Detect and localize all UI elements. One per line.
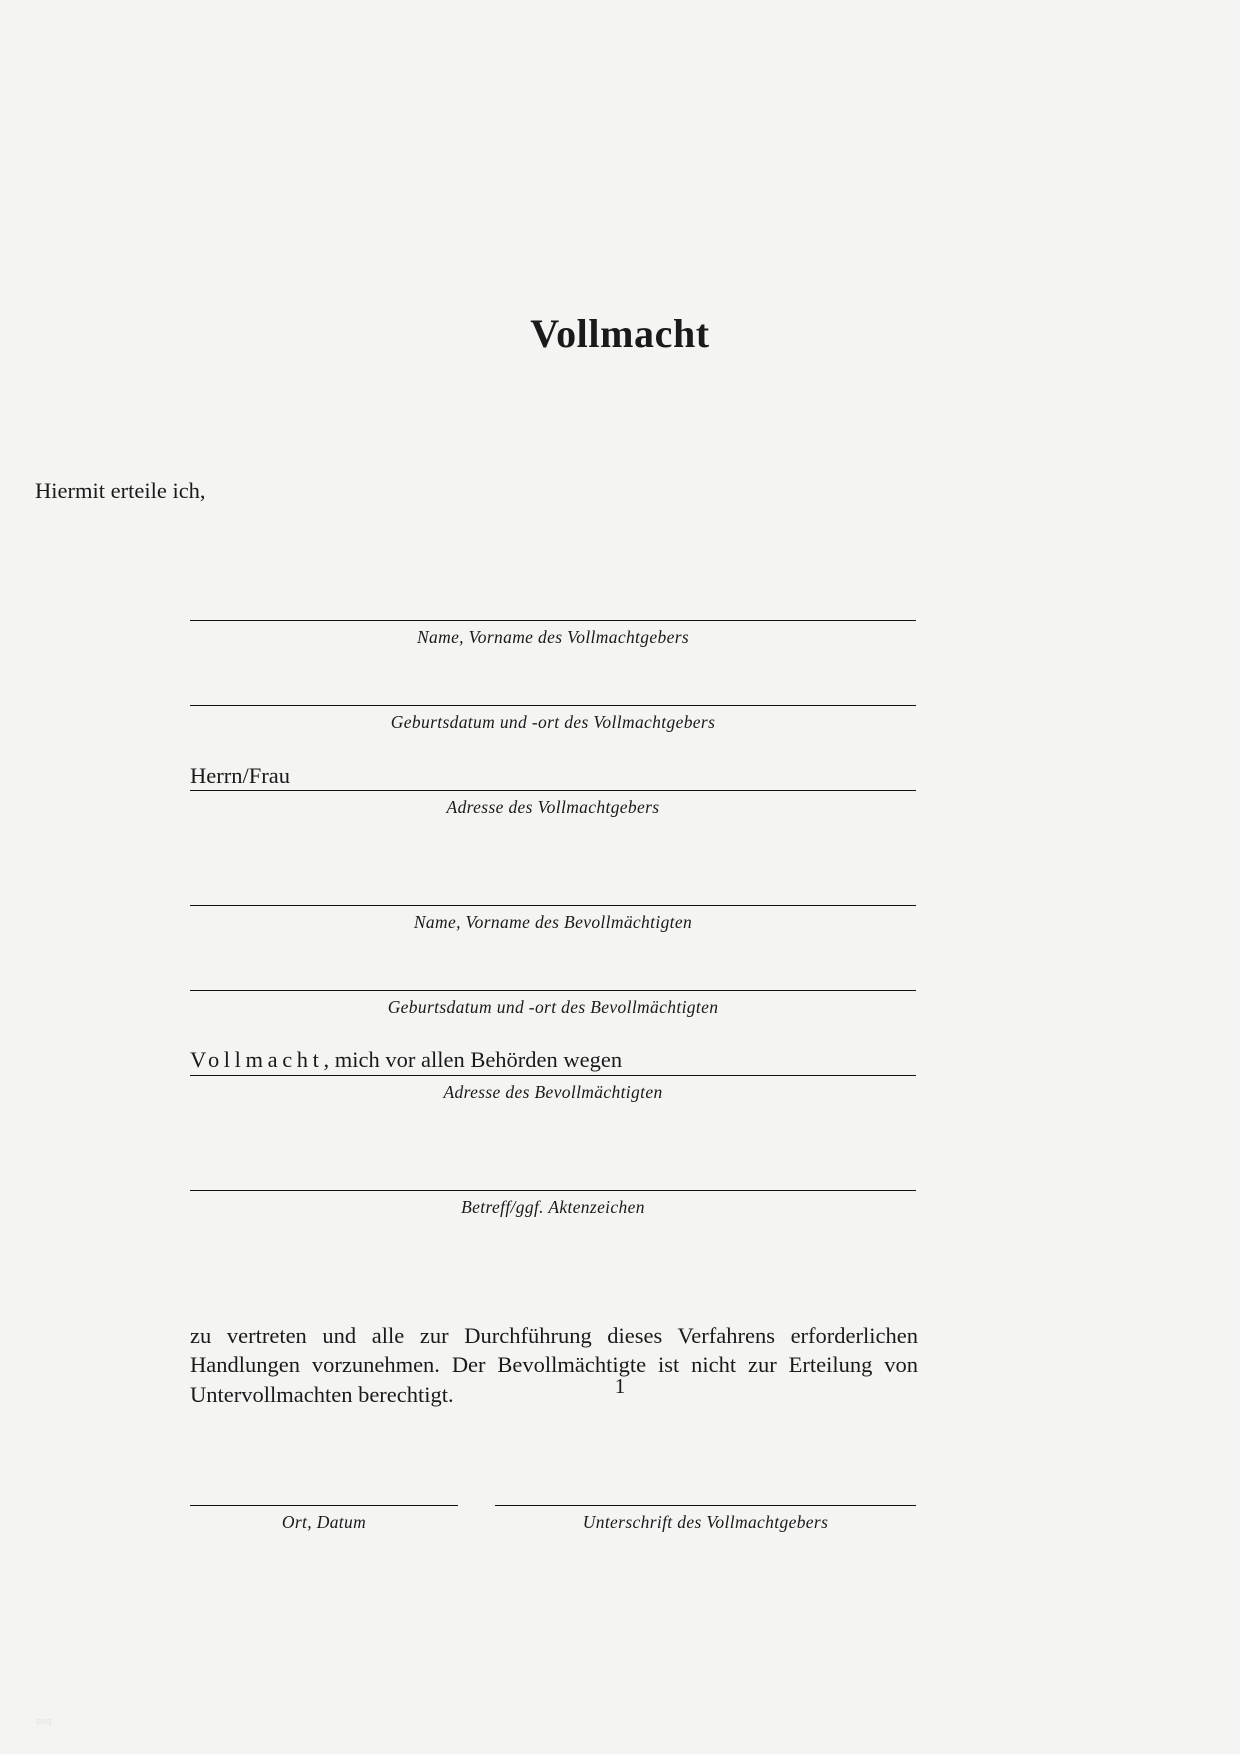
field-grantor-birth[interactable]: [190, 705, 916, 733]
field-grantor-signature[interactable]: [495, 1505, 916, 1533]
grant-sentence: [190, 1047, 622, 1073]
lead-in-text: Hiermit erteile ich,: [35, 478, 206, 503]
signature-rule: [190, 705, 916, 706]
field-attorney-address[interactable]: [190, 1075, 916, 1103]
signature-rule: [190, 1505, 458, 1506]
signature-rule: [190, 990, 916, 991]
signature-rule: [190, 1075, 916, 1076]
field-caption: Ort, Datum: [281, 1512, 367, 1532]
body-paragraph-text: zu vertreten und alle zur Durchführung dieses Verfahrens erforderlichen Handlungen vorzunehmen. Der Bevollmächtigte ist nicht zur Erteilung von Untervollmachten berechtigt.: [190, 1323, 918, 1407]
corner-watermark: bsq: [36, 1716, 52, 1726]
page-number: 1: [614, 1374, 626, 1398]
grant-sentence-rest: , mich vor allen Behörden wegen: [323, 1047, 623, 1072]
field-caption: Geburtsdatum und -ort des Bevollmächtigten: [387, 997, 719, 1017]
field-caption: Adresse des Bevollmächtigten: [443, 1082, 663, 1102]
grant-emphasis: Vollmacht: [190, 1047, 324, 1072]
field-caption: Name, Vorname des Vollmachtgebers: [416, 627, 690, 647]
field-caption: Adresse des Vollmachtgebers: [446, 797, 660, 817]
signature-rule: [190, 790, 916, 791]
signature-rule: [495, 1505, 916, 1506]
field-attorney-birth[interactable]: [190, 990, 916, 1018]
field-caption: Unterschrift des Vollmachtgebers: [582, 1512, 829, 1532]
field-attorney-name[interactable]: [190, 905, 916, 933]
field-grantor-address[interactable]: [190, 790, 916, 818]
salutation-text: Herrn/Frau: [190, 763, 290, 788]
signature-rule: [190, 1190, 916, 1191]
signature-rule: [190, 905, 916, 906]
field-caption: Name, Vorname des Bevollmächtigten: [413, 912, 693, 932]
signature-rule: [190, 620, 916, 621]
field-place-date[interactable]: [190, 1505, 458, 1533]
field-subject[interactable]: [190, 1190, 916, 1218]
page-title: Vollmacht: [530, 311, 710, 356]
field-caption: Geburtsdatum und -ort des Vollmachtgebers: [390, 712, 716, 732]
field-caption: Betreff/ggf. Aktenzeichen: [461, 1197, 645, 1217]
field-grantor-name[interactable]: [190, 620, 916, 648]
